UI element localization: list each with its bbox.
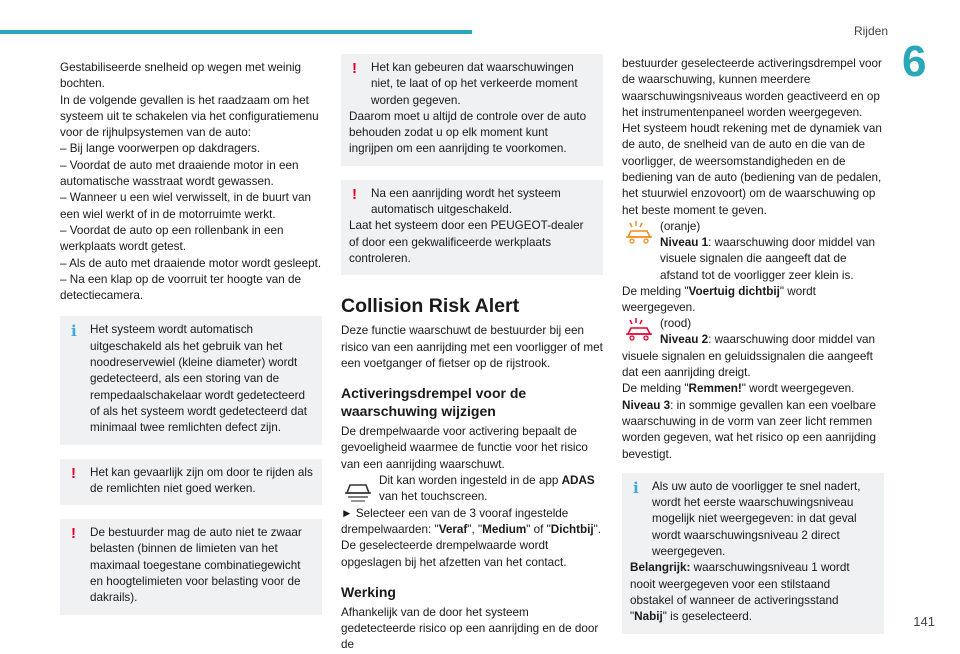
warning-text: Het kan gebeuren dat waarschuwingen niet, te laat of op het verkeerde moment worden gegeven. — [371, 61, 578, 107]
list-item: – Als de auto met draaiende motor wordt gesleept. — [60, 256, 322, 270]
page-number: 141 — [913, 614, 935, 629]
warning-icon: ! — [352, 185, 357, 203]
paragraph: ► Selecteer een van de 3 vooraf ingestelde drempelwaarden: "Veraf", "Medium" of "Dichtbij". — [341, 506, 602, 536]
warning-text: Na een aanrijding wordt het systeem automatisch uitgeschakeld. — [371, 186, 561, 217]
warning-box — [341, 180, 603, 275]
header-accent-bar — [0, 30, 472, 34]
warning-icon: ! — [352, 60, 357, 77]
paragraph: De melding "Remmen!" wordt weergegeven. — [622, 382, 855, 396]
paragraph: De drempelwaarde voor activering bepaalt de gevoeligheid waarmee de functie voor het risico van een aanrijding waarschuwt. — [341, 425, 588, 471]
column-right — [622, 56, 884, 634]
info-icon: i — [71, 322, 77, 341]
paragraph: Deze functie waarschuwt de bestuurder bij een risico van een aanrijding met een voorligger of met een voetganger of fietser op de rijstrook. — [341, 324, 603, 370]
list-item: – Na een klap op de voorruit ter hoogte van de detectiecamera. — [60, 272, 302, 303]
warning-box — [341, 54, 603, 166]
car-adas-icon — [341, 473, 375, 503]
subsection-heading: Werking — [341, 583, 396, 600]
info-text: Het systeem wordt automatisch uitgeschakeld als het gebruik van het noodreservewiel (kleine diameter) wordt gedetecteerd, als een storing van de rempedaalschakelaar wordt gedetecteerd of als het systeem wordt gedetecteerd dat minimaal twee remlichten defect zijn. — [90, 323, 307, 435]
info-text: Belangrijk: waarschuwingsniveau 1 wordt nooit weergegeven voor een stilstaand obstakel of wanneer de activeringsstand "Nabij" is geselecteerd. — [630, 561, 850, 624]
warning-text: Het kan gevaarlijk zijn om door te rijden als de remlichten niet goed werken. — [90, 465, 313, 495]
warning-icon: ! — [71, 525, 76, 543]
list-item: – Voordat de auto op een rollenbank in een werkplaats wordt getest. — [60, 223, 284, 254]
warning-box — [60, 519, 322, 614]
info-text: Als uw auto de voorligger te snel nadert, wordt het eerste waarschuwingsniveau mogelijk niet weergegeven: in dat geval wordt waarschuwingsniveau 2 direct weergegeven. — [652, 479, 861, 559]
paragraph: Dit kan worden ingesteld in de app ADAS van het touchscreen. — [379, 474, 595, 504]
warning-box — [60, 459, 322, 506]
list-item: – Wanneer u een wiel verwisselt, in de buurt van een wiel werkt of in de motorruimte werkt. — [60, 191, 311, 221]
section-heading: Collision Risk Alert — [341, 295, 520, 318]
paragraph: Niveau 2: waarschuwing door middel van visuele signalen en geluidssignalen die aangeeft dat een aanrijding dreigt. — [622, 333, 876, 380]
warning-text: Daarom moet u altijd de controle over de auto behouden zodat u op elk moment kunt ingrijpen om een aanrijding te voorkomen. — [349, 109, 587, 156]
paragraph: Niveau 3: in sommige gevallen kan een voelbare waarschuwing in de vorm van zeer licht remmen worden gegeven, wat het risico op een aanrijding bevestigt. — [622, 398, 877, 461]
column-middle — [341, 54, 603, 654]
info-box — [60, 316, 322, 444]
option-veraf: Veraf — [438, 522, 468, 536]
warning-text: De bestuurder mag de auto niet te zwaar belasten (binnen de limieten van het maximaal toegestane combinatiegewicht en hoogtelimieten voor belasting voor de dakrails). — [90, 526, 302, 605]
paragraph: Niveau 1: waarschuwing door middel van visuele signalen die aangeeft dat de afstand tot de voorligger zeer klein is. — [660, 235, 876, 282]
paragraph: Gestabiliseerde snelheid op wegen met weinig bochten. — [60, 61, 302, 91]
paragraph: De geselecteerde drempelwaarde wordt opgeslagen bij het afzetten van het contact. — [341, 539, 567, 569]
column-left — [60, 60, 322, 615]
paragraph: In de volgende gevallen is het raadzaam om het systeem uit te schakelen via het configuratiemenu voor de rijhulpsystemen van de auto: — [60, 93, 319, 140]
warning-icon: ! — [71, 464, 76, 482]
subsection-heading: Activeringsdrempel voor de waarschuwing wijzigen — [341, 385, 527, 420]
paragraph: Afhankelijk van de door het systeem gedetecteerde risico op een aanrijding en de door de — [341, 605, 599, 652]
info-box — [622, 473, 884, 634]
warning-text: Laat het systeem door een PEUGEOT-dealer of door een gekwalificeerde werkplaats controleren. — [349, 219, 584, 265]
chapter-number: 6 — [902, 37, 927, 86]
option-medium: Medium — [482, 522, 527, 536]
adas-line — [341, 473, 603, 506]
paragraph: (rood) — [660, 317, 692, 331]
paragraph: bestuurder geselecteerde activeringsdrempel voor de waarschuwing, kunnen meerdere waarschuwingsniveaus worden geactiveerd en op het instrumentenpaneel worden weergegeven. — [622, 57, 882, 119]
info-icon: i — [633, 478, 639, 497]
section-title: Rijden — [853, 24, 888, 38]
option-dichtbij: Dichtbij — [550, 522, 594, 536]
paragraph: Het systeem houdt rekening met de dynamiek van de auto, de snelheid van de auto en die van de voorligger, de weersomstandigheden en de bediening van de auto (bediening van de pedalen, het stuurwiel enzovoort) om de waarschuwing op het beste moment te geven. — [622, 122, 882, 217]
list-item: – Bij lange voorwerpen op dakdragers. — [60, 142, 261, 156]
paragraph: (oranje) — [660, 219, 701, 233]
paragraph: De melding "Voertuig dichtbij" wordt weergegeven. — [622, 284, 816, 315]
list-item: – Voordat de auto met draaiende motor in een automatische wasstraat wordt gewassen. — [60, 158, 299, 189]
